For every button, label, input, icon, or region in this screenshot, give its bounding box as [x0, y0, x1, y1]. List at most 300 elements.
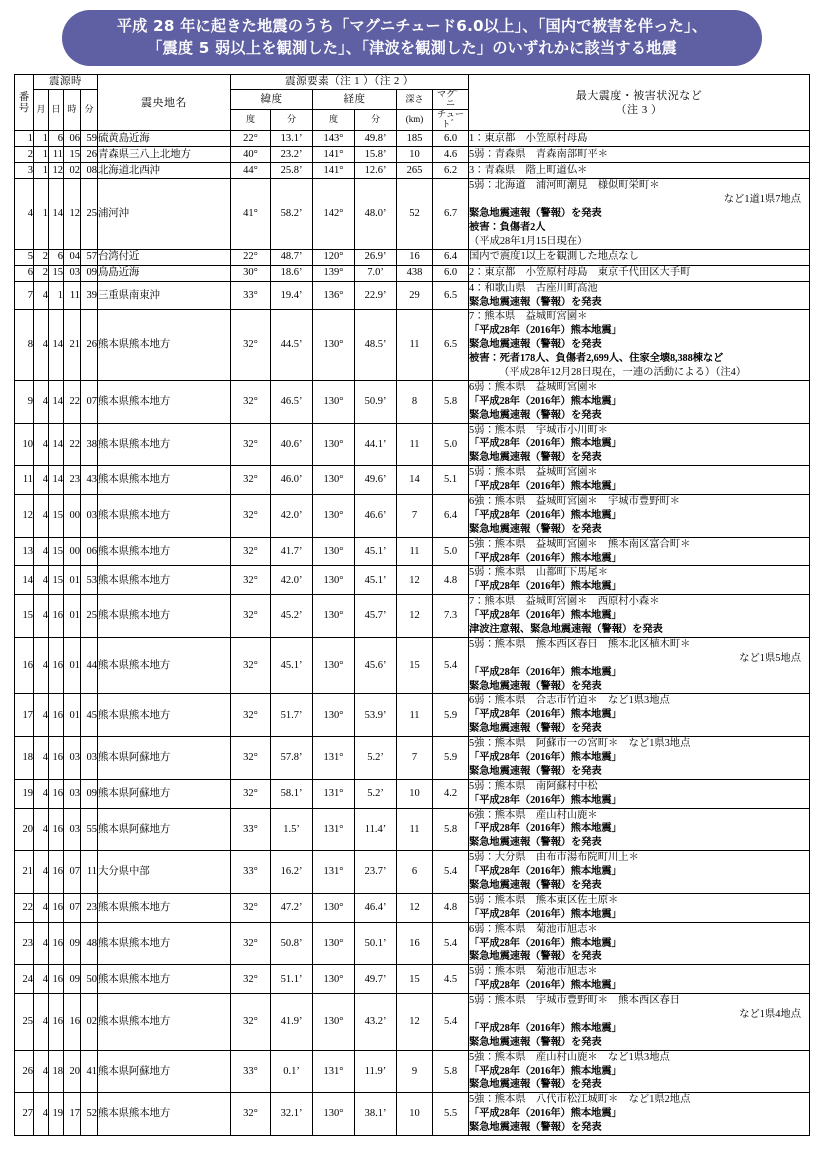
cell-day: 16 — [49, 994, 64, 1051]
cell-damage — [469, 466, 810, 495]
cell-no: 13 — [15, 537, 34, 566]
header-lng-deg: 度 — [313, 110, 355, 131]
cell-no: 9 — [15, 380, 34, 423]
cell-place: 硫黄島近海 — [98, 131, 231, 147]
cell-place: 鳥島近海 — [98, 265, 231, 281]
cell-depth: 15 — [397, 965, 433, 994]
cell-lng_min: 46.6’ — [355, 494, 397, 537]
cell-damage — [469, 1050, 810, 1093]
cell-no: 22 — [15, 893, 34, 922]
cell-lat_min: 42.0’ — [271, 566, 313, 595]
cell-minute: 23 — [81, 893, 98, 922]
cell-lng_min: 49.7’ — [355, 965, 397, 994]
cell-lng_min: 7.0’ — [355, 265, 397, 281]
damage-line: 2：東京都 小笠原村母島 東京千代田区大手町 — [469, 267, 691, 279]
cell-no: 21 — [15, 851, 34, 894]
cell-hour: 00 — [64, 537, 81, 566]
damage-line: 「平成28年（2016年）熊本地震」 — [469, 438, 622, 450]
header-row-1 — [15, 75, 810, 89]
header-damage-title: 最大震度・被害状況など — [575, 89, 703, 102]
cell-no: 7 — [15, 281, 34, 310]
cell-hour: 07 — [64, 851, 81, 894]
cell-lat_min: 13.1’ — [271, 131, 313, 147]
cell-lat_deg: 32° — [231, 994, 271, 1051]
cell-lng_min: 38.1’ — [355, 1093, 397, 1136]
cell-no: 19 — [15, 779, 34, 808]
cell-lng_deg: 130° — [313, 310, 355, 380]
table-row — [15, 537, 810, 566]
header-epicenter: 震央地名 — [98, 75, 231, 131]
cell-day: 18 — [49, 1050, 64, 1093]
damage-line: （平成28年1月15日現在） — [469, 235, 588, 247]
cell-lng_min: 11.4’ — [355, 808, 397, 851]
cell-damage — [469, 265, 810, 281]
cell-month: 4 — [34, 893, 49, 922]
cell-lat_min: 18.6’ — [271, 265, 313, 281]
cell-day: 16 — [49, 965, 64, 994]
damage-line: 7：熊本県 益城町宮園＊ 西原村小森＊ — [469, 596, 660, 608]
cell-mag: 5.0 — [433, 423, 469, 466]
cell-lng_deg: 139° — [313, 265, 355, 281]
cell-damage — [469, 737, 810, 780]
header-magnitude-1: マグ゜ニ — [433, 89, 469, 110]
damage-line: 「平成28年（2016年）熊本地震」 — [469, 908, 622, 920]
cell-lat_deg: 33° — [231, 281, 271, 310]
damage-line: 5弱：熊本県 宇城市豊野町＊ 熊本西区春日 — [469, 995, 681, 1007]
cell-day: 14 — [49, 380, 64, 423]
cell-place: 青森県三八上北地方 — [98, 147, 231, 163]
cell-day: 15 — [49, 494, 64, 537]
cell-damage — [469, 281, 810, 310]
cell-depth: 52 — [397, 179, 433, 249]
cell-lng_deg: 130° — [313, 994, 355, 1051]
cell-lat_min: 48.7’ — [271, 249, 313, 265]
damage-line: 「平成28年（2016年）熊本地震」 — [469, 325, 622, 337]
cell-no: 17 — [15, 694, 34, 737]
header-depth-unit: (km) — [397, 110, 433, 131]
cell-lng_min: 43.2’ — [355, 994, 397, 1051]
cell-mag: 5.1 — [433, 466, 469, 495]
cell-lat_min: 0.1’ — [271, 1050, 313, 1093]
cell-mag: 4.8 — [433, 893, 469, 922]
damage-line: 4：和歌山県 古座川町高池 — [469, 282, 598, 294]
damage-line: 「平成28年（2016年）熊本地震」 — [469, 581, 622, 593]
cell-month: 1 — [34, 147, 49, 163]
header-damage — [469, 75, 810, 131]
cell-no: 4 — [15, 179, 34, 249]
table-row — [15, 808, 810, 851]
cell-mag: 5.5 — [433, 1093, 469, 1136]
cell-lat_deg: 30° — [231, 265, 271, 281]
cell-lng_min: 23.7’ — [355, 851, 397, 894]
header-origin-time: 震源時 — [34, 75, 98, 89]
cell-minute: 44 — [81, 637, 98, 694]
damage-line: 被害：負傷者2人 — [469, 221, 546, 233]
cell-minute: 52 — [81, 1093, 98, 1136]
cell-depth: 16 — [397, 922, 433, 965]
table-row — [15, 380, 810, 423]
cell-lng_min: 45.7’ — [355, 595, 397, 638]
table-row — [15, 637, 810, 694]
cell-mag: 6.4 — [433, 494, 469, 537]
header-latitude: 緯度 — [231, 89, 313, 110]
damage-line: 「平成28年（2016年）熊本地震」 — [469, 709, 622, 721]
damage-line: 1：東京都 小笠原村母島 — [469, 132, 588, 144]
table-row — [15, 265, 810, 281]
cell-minute: 57 — [81, 249, 98, 265]
cell-depth: 11 — [397, 808, 433, 851]
cell-place: 熊本県熊本地方 — [98, 1093, 231, 1136]
cell-lng_min: 48.5’ — [355, 310, 397, 380]
cell-minute: 02 — [81, 994, 98, 1051]
cell-lng_min: 50.1’ — [355, 922, 397, 965]
damage-line: 緊急地震速報（警報）を発表 — [469, 207, 602, 219]
cell-lng_deg: 130° — [313, 537, 355, 566]
cell-hour: 03 — [64, 265, 81, 281]
cell-lat_deg: 32° — [231, 566, 271, 595]
cell-lat_deg: 22° — [231, 131, 271, 147]
cell-month: 4 — [34, 380, 49, 423]
cell-depth: 12 — [397, 994, 433, 1051]
cell-lng_deg: 131° — [313, 737, 355, 780]
damage-line: 緊急地震速報（警報）を発表 — [469, 723, 602, 735]
table-row — [15, 779, 810, 808]
cell-damage — [469, 893, 810, 922]
cell-damage — [469, 566, 810, 595]
damage-line: 5弱：熊本県 山都町下馬尾＊ — [469, 567, 609, 579]
cell-lng_min: 44.1’ — [355, 423, 397, 466]
cell-day: 11 — [49, 147, 64, 163]
cell-lng_deg: 130° — [313, 566, 355, 595]
cell-mag: 4.2 — [433, 779, 469, 808]
title-banner-wrapper — [0, 0, 824, 74]
table-row — [15, 965, 810, 994]
cell-damage — [469, 163, 810, 179]
cell-day: 16 — [49, 737, 64, 780]
cell-no: 15 — [15, 595, 34, 638]
cell-depth: 14 — [397, 466, 433, 495]
cell-hour: 01 — [64, 637, 81, 694]
cell-no: 14 — [15, 566, 34, 595]
cell-lat_deg: 33° — [231, 851, 271, 894]
cell-place: 熊本県熊本地方 — [98, 694, 231, 737]
damage-line: 6強：熊本県 産山村山鹿＊ — [469, 809, 598, 821]
cell-lat_deg: 32° — [231, 494, 271, 537]
cell-month: 4 — [34, 694, 49, 737]
cell-hour: 09 — [64, 965, 81, 994]
cell-month: 4 — [34, 737, 49, 780]
table-row — [15, 147, 810, 163]
cell-lat_deg: 40° — [231, 147, 271, 163]
cell-lat_min: 46.5’ — [271, 380, 313, 423]
damage-line: 5強：熊本県 産山村山鹿＊ など1県3地点 — [469, 1051, 670, 1063]
header-month: 月 — [34, 89, 49, 131]
cell-lng_min: 5.2’ — [355, 779, 397, 808]
cell-month: 4 — [34, 466, 49, 495]
cell-damage — [469, 249, 810, 265]
cell-hour: 03 — [64, 779, 81, 808]
cell-damage — [469, 423, 810, 466]
cell-place: 台湾付近 — [98, 249, 231, 265]
table-row — [15, 179, 810, 249]
table-row — [15, 595, 810, 638]
cell-lat_min: 58.2’ — [271, 179, 313, 249]
header-lat-deg: 度 — [231, 110, 271, 131]
title-line-1: 平成 28 年に起きた地震のうち「マグニチュード6.0以上」、「国内で被害を伴った」、 — [116, 17, 708, 35]
cell-place: 熊本県熊本地方 — [98, 994, 231, 1051]
table-row — [15, 163, 810, 179]
damage-line: 緊急地震速報（警報）を発表 — [469, 837, 602, 849]
table-row — [15, 494, 810, 537]
cell-lat_min: 41.9’ — [271, 994, 313, 1051]
cell-lat_min: 45.2’ — [271, 595, 313, 638]
cell-lng_min: 22.9’ — [355, 281, 397, 310]
cell-damage — [469, 779, 810, 808]
cell-hour: 07 — [64, 893, 81, 922]
damage-line: 「平成28年（2016年）熊本地震」 — [469, 752, 622, 763]
cell-hour: 23 — [64, 466, 81, 495]
cell-month: 4 — [34, 566, 49, 595]
cell-month: 2 — [34, 249, 49, 265]
damage-line: 5強：熊本県 益城町宮園＊ 熊本南区富合町＊ — [469, 538, 691, 550]
cell-mag: 6.4 — [433, 249, 469, 265]
cell-no: 25 — [15, 994, 34, 1051]
table-row — [15, 281, 810, 310]
cell-lat_min: 32.1’ — [271, 1093, 313, 1136]
cell-minute: 11 — [81, 851, 98, 894]
table-row — [15, 131, 810, 147]
cell-hour: 04 — [64, 249, 81, 265]
cell-depth: 7 — [397, 494, 433, 537]
title-line-2: 「震度 5 弱以上を観測した」、「津波を観測した」のいずれかに該当する地震 — [147, 38, 677, 57]
cell-hour: 16 — [64, 994, 81, 1051]
cell-lat_min: 51.7’ — [271, 694, 313, 737]
damage-line: 「平成28年（2016年）熊本地震」 — [469, 552, 622, 564]
cell-lng_min: 45.1’ — [355, 566, 397, 595]
cell-lat_min: 57.8’ — [271, 737, 313, 780]
cell-month: 2 — [34, 265, 49, 281]
cell-hour: 09 — [64, 922, 81, 965]
cell-month: 4 — [34, 537, 49, 566]
cell-lat_min: 19.4’ — [271, 281, 313, 310]
cell-mag: 5.4 — [433, 922, 469, 965]
cell-lng_min: 49.8’ — [355, 131, 397, 147]
header-damage-note: （注 3 ） — [615, 103, 663, 116]
header-hour: 時 — [64, 89, 81, 131]
cell-day: 14 — [49, 179, 64, 249]
cell-damage — [469, 595, 810, 638]
cell-depth: 265 — [397, 163, 433, 179]
cell-lng_deg: 143° — [313, 131, 355, 147]
cell-mag: 6.0 — [433, 131, 469, 147]
cell-hour: 03 — [64, 808, 81, 851]
cell-lat_deg: 32° — [231, 922, 271, 965]
cell-lng_deg: 130° — [313, 694, 355, 737]
cell-lng_deg: 131° — [313, 808, 355, 851]
cell-lat_min: 45.1’ — [271, 637, 313, 694]
cell-minute: 03 — [81, 494, 98, 537]
cell-minute: 53 — [81, 566, 98, 595]
damage-line: 緊急地震速報（警報）を発表 — [469, 452, 602, 464]
damage-line: 5強：熊本県 阿蘇市一の宮町＊ など1県3地点 — [469, 738, 691, 750]
cell-place: 熊本県熊本地方 — [98, 380, 231, 423]
cell-day: 14 — [49, 466, 64, 495]
damage-line: 緊急地震速報（警報）を発表 — [469, 680, 602, 692]
damage-line: 緊急地震速報（警報）を発表 — [469, 523, 602, 535]
cell-place: 熊本県熊本地方 — [98, 494, 231, 537]
cell-mag: 4.6 — [433, 147, 469, 163]
cell-lng_min: 12.6’ — [355, 163, 397, 179]
cell-minute: 07 — [81, 380, 98, 423]
cell-damage — [469, 537, 810, 566]
cell-place: 浦河沖 — [98, 179, 231, 249]
cell-lng_deg: 130° — [313, 922, 355, 965]
cell-minute: 59 — [81, 131, 98, 147]
header-day: 日 — [49, 89, 64, 131]
cell-place: 熊本県熊本地方 — [98, 595, 231, 638]
cell-lat_deg: 41° — [231, 179, 271, 249]
cell-mag: 7.3 — [433, 595, 469, 638]
damage-line: 「平成28年（2016年）熊本地震」 — [469, 610, 622, 622]
cell-minute: 26 — [81, 147, 98, 163]
table-row — [15, 994, 810, 1051]
damage-line: など1県4地点 — [739, 1009, 801, 1021]
earthquake-table — [14, 74, 810, 1136]
cell-month: 1 — [34, 163, 49, 179]
cell-depth: 12 — [397, 566, 433, 595]
cell-lat_deg: 32° — [231, 310, 271, 380]
cell-mag: 6.2 — [433, 163, 469, 179]
cell-depth: 185 — [397, 131, 433, 147]
damage-line: 5弱：熊本県 熊本西区春日 熊本北区植木町＊ — [469, 638, 691, 650]
damage-line: 緊急地震速報（警報）を発表 — [469, 339, 602, 351]
damage-line: 「平成28年（2016年）熊本地震」 — [469, 866, 622, 878]
cell-lng_min: 26.9’ — [355, 249, 397, 265]
cell-no: 10 — [15, 423, 34, 466]
cell-lat_deg: 32° — [231, 595, 271, 638]
damage-line: 「平成28年（2016年）熊本地震」 — [469, 823, 622, 835]
table-row — [15, 310, 810, 380]
cell-month: 4 — [34, 965, 49, 994]
cell-hour: 02 — [64, 163, 81, 179]
cell-lng_min: 53.9’ — [355, 694, 397, 737]
table-row — [15, 694, 810, 737]
table-row — [15, 922, 810, 965]
table-row — [15, 1050, 810, 1093]
cell-month: 1 — [34, 131, 49, 147]
cell-no: 5 — [15, 249, 34, 265]
cell-place: 北海道北西沖 — [98, 163, 231, 179]
cell-month: 1 — [34, 179, 49, 249]
cell-minute: 48 — [81, 922, 98, 965]
cell-lng_deg: 130° — [313, 595, 355, 638]
cell-lat_deg: 33° — [231, 1050, 271, 1093]
cell-no: 26 — [15, 1050, 34, 1093]
cell-depth: 438 — [397, 265, 433, 281]
cell-damage — [469, 637, 810, 694]
cell-place: 熊本県熊本地方 — [98, 310, 231, 380]
header-minute: 分 — [81, 89, 98, 131]
cell-hour: 21 — [64, 310, 81, 380]
cell-day: 12 — [49, 163, 64, 179]
cell-day: 14 — [49, 423, 64, 466]
damage-line: 緊急地震速報（警報）を発表 — [469, 765, 602, 777]
cell-mag: 5.4 — [433, 637, 469, 694]
cell-lat_deg: 32° — [231, 965, 271, 994]
cell-lat_deg: 32° — [231, 737, 271, 780]
cell-lng_deg: 130° — [313, 466, 355, 495]
damage-line: 「平成28年（2016年）熊本地震」 — [469, 666, 622, 678]
cell-lng_min: 46.4’ — [355, 893, 397, 922]
cell-lat_deg: 33° — [231, 808, 271, 851]
damage-line: 6弱：熊本県 菊池市旭志＊ — [469, 923, 598, 935]
cell-day: 6 — [49, 131, 64, 147]
cell-damage — [469, 965, 810, 994]
cell-no: 18 — [15, 737, 34, 780]
cell-lng_min: 11.9’ — [355, 1050, 397, 1093]
cell-day: 16 — [49, 893, 64, 922]
cell-place: 熊本県熊本地方 — [98, 423, 231, 466]
cell-month: 4 — [34, 994, 49, 1051]
cell-month: 4 — [34, 1093, 49, 1136]
cell-lng_min: 5.2’ — [355, 737, 397, 780]
cell-day: 6 — [49, 249, 64, 265]
cell-lat_min: 46.0’ — [271, 466, 313, 495]
cell-hour: 03 — [64, 737, 81, 780]
cell-mag: 4.5 — [433, 965, 469, 994]
cell-lng_deg: 142° — [313, 179, 355, 249]
cell-day: 16 — [49, 808, 64, 851]
damage-line: 6弱：熊本県 益城町宮園＊ — [469, 381, 598, 393]
cell-day: 19 — [49, 1093, 64, 1136]
cell-mag: 5.9 — [433, 737, 469, 780]
cell-day: 16 — [49, 922, 64, 965]
damage-line: 「平成28年（2016年）熊本地震」 — [469, 1065, 622, 1077]
cell-lat_min: 50.8’ — [271, 922, 313, 965]
cell-lat_deg: 32° — [231, 694, 271, 737]
damage-line: （平成28年12月28日現在，一連の活動による）（注4） — [499, 366, 747, 378]
table-row — [15, 466, 810, 495]
table-row — [15, 737, 810, 780]
cell-damage — [469, 694, 810, 737]
cell-lat_min: 51.1’ — [271, 965, 313, 994]
cell-lat_deg: 22° — [231, 249, 271, 265]
cell-day: 16 — [49, 851, 64, 894]
cell-month: 4 — [34, 1050, 49, 1093]
cell-hour: 01 — [64, 694, 81, 737]
cell-mag: 6.5 — [433, 281, 469, 310]
table-body — [15, 131, 810, 1136]
damage-line: 5弱：青森県 青森南部町平＊ — [469, 148, 609, 160]
cell-place: 大分県中部 — [98, 851, 231, 894]
table-row — [15, 249, 810, 265]
cell-lat_deg: 32° — [231, 466, 271, 495]
damage-line: 5弱：熊本県 菊池市旭志＊ — [469, 966, 598, 978]
table-row — [15, 893, 810, 922]
table-row — [15, 851, 810, 894]
damage-line: 緊急地震速報（警報）を発表 — [469, 880, 602, 892]
cell-minute: 25 — [81, 179, 98, 249]
cell-depth: 15 — [397, 637, 433, 694]
cell-day: 16 — [49, 694, 64, 737]
cell-lng_min: 50.9’ — [355, 380, 397, 423]
damage-line: 「平成28年（2016年）熊本地震」 — [469, 980, 622, 992]
cell-lng_deg: 136° — [313, 281, 355, 310]
cell-minute: 41 — [81, 1050, 98, 1093]
cell-depth: 8 — [397, 380, 433, 423]
damage-line: 5弱：北海道 浦河町潮見 様似町栄町＊ — [469, 180, 660, 192]
cell-no: 6 — [15, 265, 34, 281]
